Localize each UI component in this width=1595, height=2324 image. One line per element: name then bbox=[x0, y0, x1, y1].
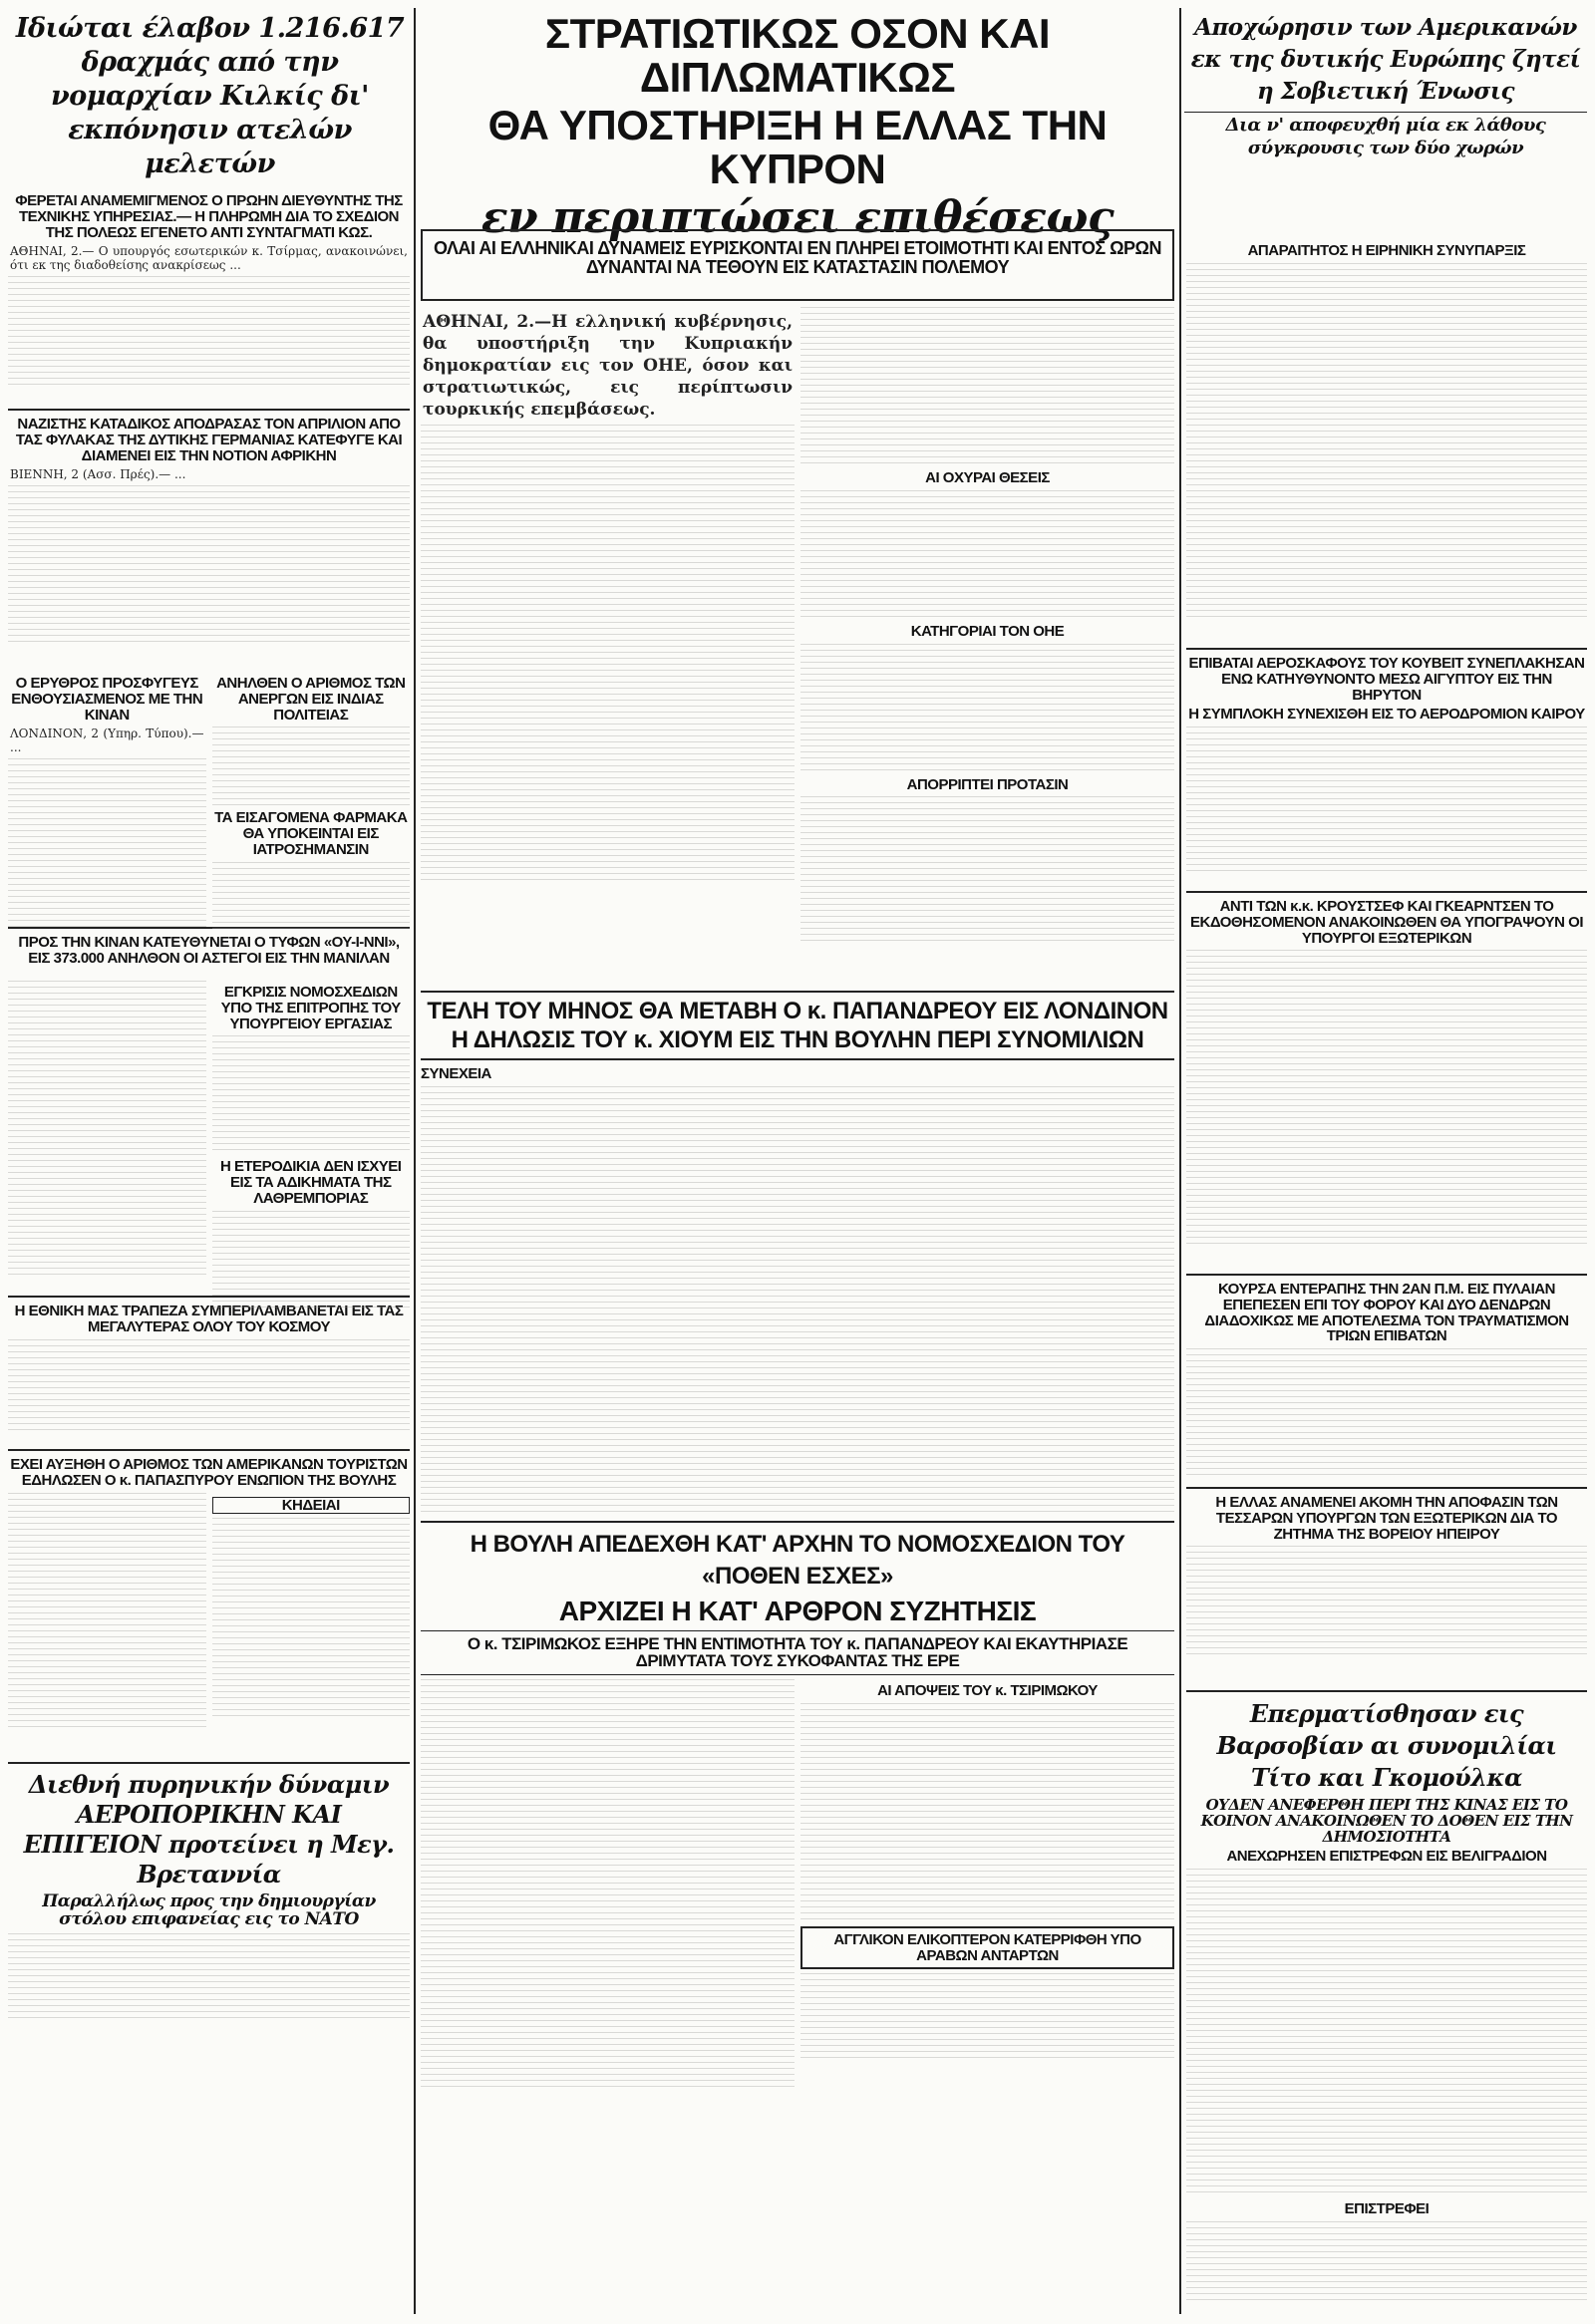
story-nuclear-sub: Παραλλήλως προς την δημιουργίαν στόλου επιφανείας εις το ΝΑΤΟ bbox=[42, 1891, 376, 1929]
story-tito-sub1: ΟΥΔΕΝ ΑΝΕΦΕΡΘΗ ΠΕΡΙ ΤΗΣ ΚΙΝΑΣ ΕΙΣ ΤΟ ΚΟΙΝΟΝ ΑΝΑΚΟΙΝΩΘΕΝ ΤΟ ΔΟΘΕΝ ΕΙΣ ΤΗΝ ΔΗΜΟΣΙΟΤΗΤΑ bbox=[1200, 1796, 1573, 1846]
story-unemployed-head: ΑΝΗΛΘΕΝ Ο ΑΡΙΘΜΟΣ ΤΩΝ ΑΝΕΡΓΩΝ ΕΙΣ ΙΝΔΙΑΣ ΠΟΛΙΤΕΙΑΣ bbox=[216, 675, 406, 724]
divider bbox=[421, 1058, 1174, 1060]
center-column bbox=[421, 229, 1174, 2314]
story-typhoon-head: ΠΡΟΣ ΤΗΝ ΚΙΝΑΝ ΚΑΤΕΥΘΥΝΕΤΑΙ Ο ΤΥΦΩΝ «ΟΥ-Ι-ΝΝΙ», ΕΙΣ 373.000 ΑΝΗΛΘΟΝ ΟΙ ΑΣΤΕΓΟΙ ΕΙΣ ΤΗΝ ΜΑΝΙΛΑΝ bbox=[18, 934, 400, 967]
center-sub-5: ΑΠΟΡΡΙΠΤΕΙ ΠΡΟΤΑΣΙΝ bbox=[906, 775, 1069, 793]
story-kuwait-head: ΕΠΙΒΑΤΑΙ ΑΕΡΟΣΚΑΦΟΥΣ ΤΟΥ ΚΟΥΒΕΙΤ ΣΥΝΕΠΛΑΚΗΣΑΝ ΕΝΩ ΚΑΤΗΥΘΥΝΟΝΤΟ ΜΕΣΩ ΑΙΓΥΠΤΟΥ ΕΙΣ ΤΗΝ ΒΗΡΥΤΟΝ bbox=[1188, 655, 1585, 704]
text-lines bbox=[1186, 950, 1587, 1249]
story-nuclear bbox=[8, 1770, 410, 2039]
story-kilkis bbox=[8, 193, 410, 403]
story-nuclear-head: Διεθνή πυρηνικήν δύναμιν ΑΕΡΟΠΟΡΙΚΗΝ ΚΑΙ ΕΠΙΓΕΙΟΝ προτείνει η Μεγ. Βρεταννία bbox=[23, 1770, 395, 1888]
text-lines bbox=[212, 1518, 411, 1717]
story-communique-head: ΑΝΤΙ ΤΩΝ κ.κ. ΚΡΟΥΣΤΣΕΦ ΚΑΙ ΓΚΕΑΡΝΤΣΕΝ ΤΟ ΕΚΔΟΘΗΣΟΜΕΝΟΝ ΑΝΑΚΟΙΝΩΘΕΝ ΘΑ ΥΠΟΓΡΑΨΟΥΝ ΟΙ ΥΠΟΥΡΓΟΙ ΕΞΩΤΕΡΙΚΩΝ bbox=[1190, 898, 1583, 947]
story-car-accident bbox=[1186, 1282, 1587, 1481]
story-pair-1 bbox=[8, 672, 410, 921]
text-lines bbox=[212, 862, 411, 932]
story-tito-head: Επερματίσθησαν εις Βαρσοβίαν αι συνομιλίαι Τίτο και Γκομούλκα bbox=[1216, 1699, 1557, 1792]
story-refugee-body: ΛΟΝΔΙΝΟΝ, 2 (Υπηρ. Τύπου).— ... bbox=[10, 726, 208, 755]
story-bank bbox=[8, 1304, 410, 1443]
divider bbox=[421, 991, 1174, 993]
story-communique bbox=[1186, 899, 1587, 1268]
text-lines bbox=[421, 1679, 795, 2088]
text-lines bbox=[212, 1211, 411, 1310]
center-lead: ΑΘΗΝΑΙ, 2.—Η ελληνική κυβέρνησις, θα υποστήριξη την Κυπριακήν δημοκρατίαν εις τον ΟΗΕ, όσον και στρατιωτικώς, εις περίπτωσιν τουρκικής επεμβάσεως. bbox=[423, 312, 798, 420]
divider bbox=[1186, 891, 1587, 893]
story-typhoon bbox=[8, 935, 410, 975]
text-lines bbox=[8, 1493, 206, 1732]
headline-cyprus-3: εν περιπτώσει επιθέσεως bbox=[480, 192, 1115, 244]
right-column bbox=[1186, 239, 1587, 2314]
story-tito-sub3: ΕΠΙΣΤΡΕΦΕΙ bbox=[1344, 2200, 1430, 2217]
text-lines bbox=[421, 1086, 1174, 1515]
text-lines bbox=[8, 1933, 410, 2023]
text-lines bbox=[8, 485, 410, 645]
center-bottom-cols bbox=[421, 1679, 1174, 2098]
text-lines bbox=[1186, 1869, 1587, 2197]
divider bbox=[8, 1762, 410, 1764]
center-sub-4: ΚΑΤΗΓΟΡΙΑΙ ΤΟΝ ΟΗΕ bbox=[910, 622, 1065, 640]
center-sub-2: ΑΓΓΛΙΚΟΝ ΕΛΙΚΟΠΤΕΡΟΝ ΚΑΤΕΡΡΙΦΘΗ ΥΠΟ ΑΡΑΒΩΝ ΑΝΤΑΡΤΩΝ bbox=[800, 1926, 1174, 1970]
text-lines bbox=[8, 758, 206, 928]
story-tito bbox=[1186, 1698, 1587, 2316]
story-pair-2 bbox=[8, 981, 410, 1290]
story-smuggling-head: Η ΕΤΕΡΟΔΙΚΙΑ ΔΕΝ ΙΣΧΥΕΙ ΕΙΣ ΤΑ ΑΔΙΚΗΜΑΤΑ ΤΗΣ ΛΑΘΡΕΜΠΟΡΙΑΣ bbox=[220, 1158, 402, 1207]
story-kuwait-sub: Η ΣΥΜΠΛΟΚΗ ΣΥΝΕΧΙΣΘΗ ΕΙΣ ΤΟ ΑΕΡΟΔΡΟΜΙΟΝ ΚΑΙΡΟΥ bbox=[1188, 706, 1585, 724]
story-epirus bbox=[1186, 1495, 1587, 1684]
text-lines bbox=[800, 307, 1174, 466]
subhead-soviet-1: Δια ν' αποφευχθή μία εκ λάθους bbox=[1184, 112, 1587, 136]
text-lines bbox=[8, 1339, 410, 1434]
banner-hume: Η ΔΗΛΩΣΙΣ ΤΟΥ κ. ΧΙΟΥΜ ΕΙΣ ΤΗΝ ΒΟΥΛΗΝ ΠΕΡΙ ΣΥΝΟΜΙΛΙΩΝ bbox=[451, 1026, 1144, 1054]
right-top-headline bbox=[1184, 8, 1587, 227]
headline-kilkis: Ιδιώται έλαβον 1.216.617 δραχμάς από την νομαρχίαν Κιλκίς δι' εκπόνησιν ατελών μελετών bbox=[15, 13, 405, 179]
story-refugee-head: Ο ΕΡΥΘΡΟΣ ΠΡΟΣΦΥΓΕΥΣ ΕΝΘΟΥΣΙΑΣΜΕΝΟΣ ΜΕ ΤΗΝ ΚΙΝΑΝ bbox=[11, 675, 203, 724]
text-lines bbox=[800, 1703, 1174, 1922]
column-divider-left bbox=[414, 8, 416, 2314]
divider bbox=[1186, 1690, 1587, 1692]
story-drugs-head: ΤΑ ΕΙΣΑΓΟΜΕΝΑ ΦΑΡΜΑΚΑ ΘΑ ΥΠΟΚΕΙΝΤΑΙ ΕΙΣ ΙΑΤΡΟΣΗΜΑΝΣΙΝ bbox=[214, 809, 408, 858]
story-kuwait bbox=[1186, 656, 1587, 885]
story-nazi-head: ΝΑΖΙΣΤΗΣ ΚΑΤΑΔΙΚΟΣ ΑΠΟΔΡΑΣΑΣ ΤΟΝ ΑΠΡΙΛΙΟΝ ΑΠΟ ΤΑΣ ΦΥΛΑΚΑΣ ΤΗΣ ΔΥΤΙΚΗΣ ΓΕΡΜΑΝΙΑΣ ΚΑΤΕΦΥΓΕ ΚΑΙ ΔΙΑΜΕΝΕΙ ΕΙΣ ΤΗΝ ΝΟΤΙΟΝ ΑΦΡΙΚΗΝ bbox=[15, 416, 403, 464]
story-tito-sub2: ΑΝΕΧΩΡΗΣΕΝ ΕΠΙΣΤΡΕΦΩΝ ΕΙΣ ΒΕΛΙΓΡΑΔΙΟΝ bbox=[1226, 1848, 1547, 1866]
text-lines bbox=[1186, 726, 1587, 876]
headline-cyprus-1: ΣΤΡΑΤΙΩΤΙΚΩΣ ΟΣΟΝ ΚΑΙ ΔΙΠΛΩΜΑΤΙΚΩΣ bbox=[544, 10, 1051, 102]
center-deck-text: ΟΛΑΙ ΑΙ ΕΛΛΗΝΙΚΑΙ ΔΥΝΑΜΕΙΣ ΕΥΡΙΣΚΟΝΤΑΙ ΕΝ ΠΛΗΡΕΙ ΕΤΟΙΜΟΤΗΤΙ ΚΑΙ ΕΝΤΟΣ ΩΡΩΝ ΔΥΝΑΝΤΑΙ ΝΑ ΤΕΘΟΥΝ ΕΙΣ ΚΑΤΑΣΤΑΣΙΝ ΠΟΛΕΜΟΥ bbox=[433, 238, 1161, 277]
story-tourists-head: ΕΧΕΙ ΑΥΞΗΘΗ Ο ΑΡΙΘΜΟΣ ΤΩΝ ΑΜΕΡΙΚΑΝΩΝ ΤΟΥΡΙΣΤΩΝ ΕΔΗΛΩΣΕΝ Ο κ. ΠΑΠΑΣΠΥΡΟΥ ΕΝΩΠΙΟΝ ΤΗΣ ΒΟΥΛΗΣ bbox=[10, 1456, 408, 1489]
left-column bbox=[8, 189, 410, 2314]
divider bbox=[1186, 1487, 1587, 1489]
banner-papandreou-london: ΤΕΛΗ ΤΟΥ ΜΗΝΟΣ ΘΑ ΜΕΤΑΒΗ Ο κ. ΠΑΠΑΝΔΡΕΟΥ ΕΙΣ ΛΟΝΔΙΝΟΝ bbox=[427, 998, 1168, 1024]
divider bbox=[8, 409, 410, 411]
story-tourists bbox=[8, 1457, 410, 1756]
text-lines bbox=[1186, 2221, 1587, 2301]
text-lines bbox=[1186, 1546, 1587, 1655]
story-bank-head: Η ΕΘΝΙΚΗ ΜΑΣ ΤΡΑΠΕΖΑ ΣΥΜΠΕΡΙΛΑΜΒΑΝΕΤΑΙ ΕΙΣ ΤΑΣ ΜΕΓΑΛΥΤΕΡΑΣ ΟΛΟΥ ΤΟΥ ΚΟΣΜΟΥ bbox=[14, 1303, 404, 1335]
text-lines bbox=[212, 1035, 411, 1155]
story-coexistence-head: ΑΠΑΡΑΙΤΗΤΟΣ Η ΕΙΡΗΝΙΚΗ ΣΥΝΥΠΑΡΞΙΣ bbox=[1247, 242, 1526, 259]
divider bbox=[8, 1449, 410, 1451]
column-divider-right bbox=[1179, 8, 1181, 2314]
center-top-headline bbox=[419, 8, 1176, 244]
story-epirus-head: Η ΕΛΛΑΣ ΑΝΑΜΕΝΕΙ ΑΚΟΜΗ ΤΗΝ ΑΠΟΦΑΣΙΝ ΤΩΝ ΤΕΣΣΑΡΩΝ ΥΠΟΥΡΓΩΝ ΤΩΝ ΕΞΩΤΕΡΙΚΩΝ ΔΙΑ ΤΟ ΖΗΤΗΜΑ ΤΗΣ ΒΟΡΕΙΟΥ ΗΠΕΙΡΟΥ bbox=[1215, 1494, 1558, 1543]
text-lines bbox=[800, 490, 1174, 620]
banner-article-debate: ΑΡΧΙΖΕΙ Η ΚΑΤ' ΑΡΘΡΟΝ ΣΥΖΗΤΗΣΙΣ bbox=[558, 1596, 1037, 1627]
text-lines bbox=[421, 425, 795, 883]
text-lines bbox=[1186, 263, 1587, 622]
center-sub-1: ΑΙ ΑΠΟΨΕΙΣ ΤΟΥ κ. ΤΣΙΡΙΜΩΚΟΥ bbox=[877, 1682, 1098, 1700]
story-nazi-body: ΒΙΕΝΝΗ, 2 (Ασσ. Πρές).— ... bbox=[10, 467, 186, 482]
center-sub-3: ΑΙ ΟΧΥΡΑΙ ΘΕΣΕΙΣ bbox=[925, 469, 1050, 486]
text-lines bbox=[800, 1973, 1174, 2063]
funerals-head: ΚΗΔΕΙΑΙ bbox=[212, 1497, 411, 1515]
story-coexistence bbox=[1186, 243, 1587, 642]
text-lines bbox=[8, 276, 410, 386]
story-tourists-cols bbox=[8, 1493, 410, 1732]
divider bbox=[421, 1521, 1174, 1523]
divider bbox=[1186, 1274, 1587, 1276]
story-kilkis-body: ΑΘΗΝΑΙ, 2.— Ο υπουργός εσωτερικών κ. Τσίρμας, ανακοινώνει, ότι εκ της διαδοθείσης ανακρίσεως ... bbox=[10, 244, 412, 273]
text-lines bbox=[1186, 1348, 1587, 1478]
center-deck bbox=[421, 229, 1174, 301]
text-lines bbox=[212, 726, 411, 806]
left-top-headline bbox=[8, 8, 412, 187]
center-sub-6: ΣΥΝΕΧΕΙΑ bbox=[421, 1065, 491, 1083]
text-lines bbox=[800, 644, 1174, 773]
story-labor-head: ΕΓΚΡΙΣΙΣ ΝΟΜΟΣΧΕΔΙΩΝ ΥΠΟ ΤΗΣ ΕΠΙΤΡΟΠΗΣ ΤΟΥ ΥΠΟΥΡΓΕΙΟΥ ΕΡΓΑΣΙΑΣ bbox=[220, 984, 401, 1032]
divider bbox=[1186, 648, 1587, 650]
center-lead-area bbox=[421, 307, 1174, 985]
headline-soviet: Αποχώρησιν των Αμερικανών εκ της δυτικής Ευρώπης ζητεί η Σοβιετική Ένωσις bbox=[1190, 14, 1581, 105]
banner-parliament: Η ΒΟΥΛΗ ΑΠΕΔΕΧΘΗ ΚΑΤ' ΑΡΧΗΝ ΤΟ ΝΟΜΟΣΧΕΔΙΟΝ ΤΟΥ «ΠΟΘΕΝ ΕΣΧΕΣ» bbox=[470, 1531, 1125, 1591]
text-lines bbox=[800, 796, 1174, 946]
text-lines bbox=[8, 981, 206, 1280]
headline-cyprus-2: ΘΑ ΥΠΟΣΤΗΡΙΞΗ Η ΕΛΛΑΣ ΤΗΝ ΚΥΠΡΟΝ bbox=[487, 102, 1108, 193]
banner-tsirimokos: Ο κ. ΤΣΙΡΙΜΩΚΟΣ ΕΞΗΡΕ ΤΗΝ ΕΝΤΙΜΟΤΗΤΑ ΤΟΥ κ. ΠΑΠΑΝΔΡΕΟΥ ΚΑΙ ΕΚΑΥΤΗΡΙΑΣΕ ΔΡΙΜΥΤΑΤΑ ΤΟΥΣ ΣΥΚΟΦΑΝΤΑΣ ΤΗΣ ΕΡΕ bbox=[421, 1630, 1174, 1676]
story-nazi bbox=[8, 417, 410, 666]
subhead-soviet-2: σύγκρουσις των δύο χωρών bbox=[1247, 137, 1524, 158]
story-kilkis-sub: ΦΕΡΕΤΑΙ ΑΝΑΜΕΜΙΓΜΕΝΟΣ Ο ΠΡΩΗΝ ΔΙΕΥΘΥΝΤΗΣ ΤΗΣ ΤΕΧΝΙΚΗΣ ΥΠΗΡΕΣΙΑΣ.— Η ΠΛΗΡΩΜΗ ΔΙΑ ΤΟ ΣΧΕΔΙΟΝ ΤΗΣ ΠΟΛΕΩΣ ΕΓΕΝΕΤΟ ΑΝΤΙ ΣΥΝΤΑΓΜΑΤΙ ΚΩΣ. bbox=[15, 192, 403, 241]
story-car-accident-head: ΚΟΥΡΣΑ ΕΝΤΕΡΑΠΗΣ ΤΗΝ 2ΑΝ Π.Μ. ΕΙΣ ΠΥΛΑΙΑΝ ΕΠΕΠΕΣΕΝ ΕΠΙ ΤΟΥ ΦΟΡΟΥ ΚΑΙ ΔΥΟ ΔΕΝΔΡΩΝ ΔΙΑΔΟΧΙΚΩΣ ΜΕ ΑΠΟΤΕΛΕΣΜΑ ΤΟΝ ΤΡΑΥΜΑΤΙΣΜΟΝ ΤΡΙΩΝ ΕΠΙΒΑΤΩΝ bbox=[1204, 1281, 1569, 1345]
